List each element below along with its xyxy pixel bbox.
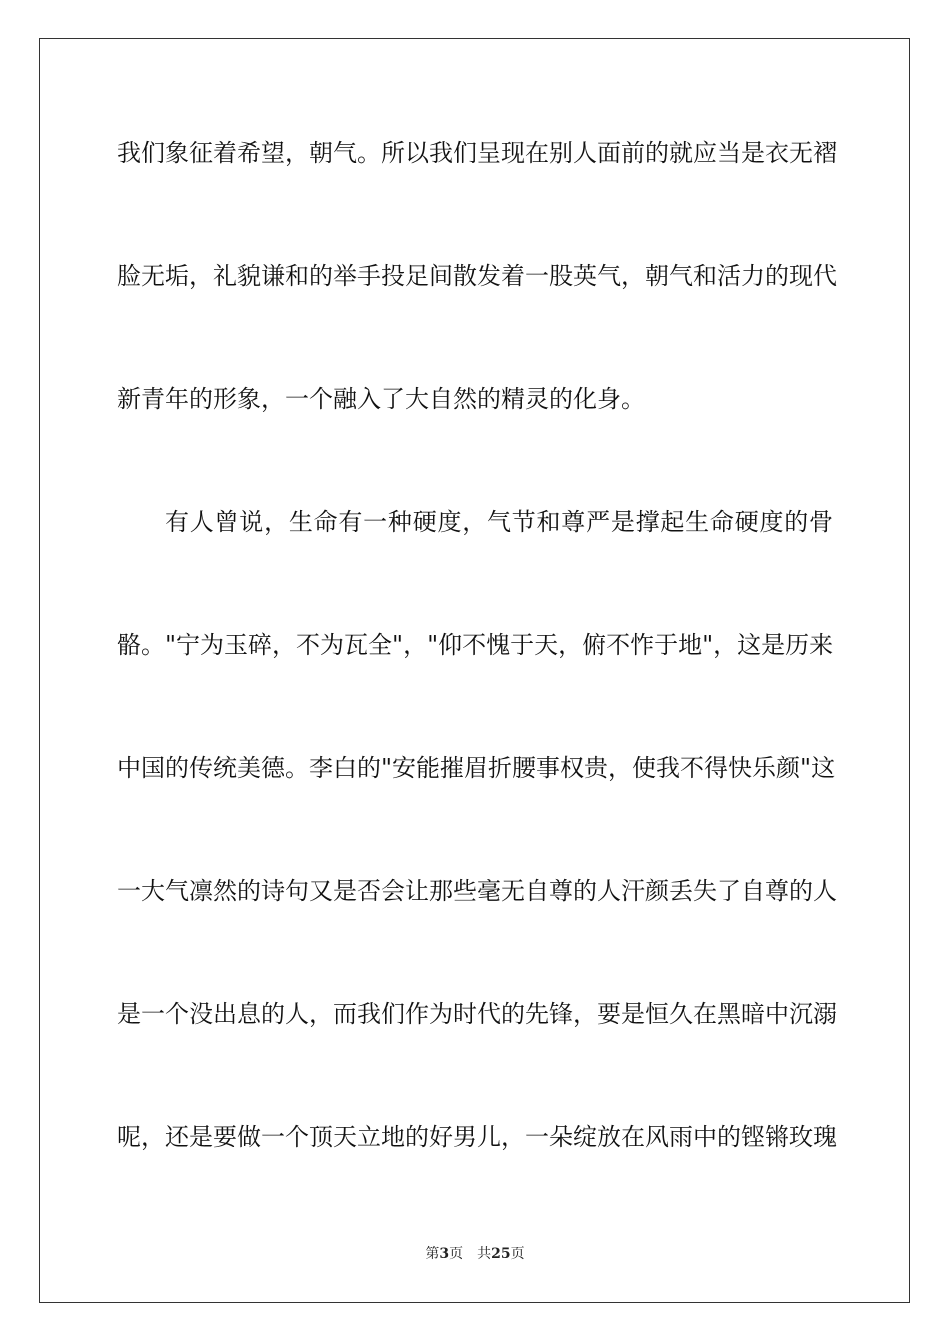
body-line-1: 我们象征着希望，朝气。所以我们呈现在别人面前的就应当是衣无褶 xyxy=(117,139,837,167)
total-prefix: 共 xyxy=(477,1246,492,1262)
total-pages: 25 xyxy=(491,1246,511,1262)
page-border xyxy=(39,38,910,1303)
body-line-6: 中国的传统美德。李白的"安能摧眉折腰事权贵，使我不得快乐颜"这 xyxy=(117,754,836,782)
page-number: 3 xyxy=(439,1246,450,1262)
total-suffix: 页 xyxy=(510,1246,525,1262)
body-line-5: 骼。"宁为玉碎，不为瓦全"，"仰不愧于天，俯不怍于地"，这是历来 xyxy=(117,631,834,659)
page-prefix: 第 xyxy=(425,1246,440,1262)
body-line-8: 是一个没出息的人，而我们作为时代的先锋，要是恒久在黑暗中沉溺 xyxy=(117,1000,837,1028)
body-line-2: 脸无垢，礼貌谦和的举手投足间散发着一股英气，朝气和活力的现代 xyxy=(117,262,837,290)
body-line-9: 呢，还是要做一个顶天立地的好男儿，一朵绽放在风雨中的铿锵玫瑰 xyxy=(117,1123,837,1151)
page-footer xyxy=(0,1245,950,1263)
body-line-3: 新青年的形象，一个融入了大自然的精灵的化身。 xyxy=(117,385,645,413)
page-suffix: 页 xyxy=(449,1246,464,1262)
body-line-7: 一大气凛然的诗句又是否会让那些毫无自尊的人汗颜丢失了自尊的人 xyxy=(117,877,837,905)
body-line-4: 有人曾说，生命有一种硬度，气节和尊严是撑起生命硬度的骨 xyxy=(165,508,833,536)
